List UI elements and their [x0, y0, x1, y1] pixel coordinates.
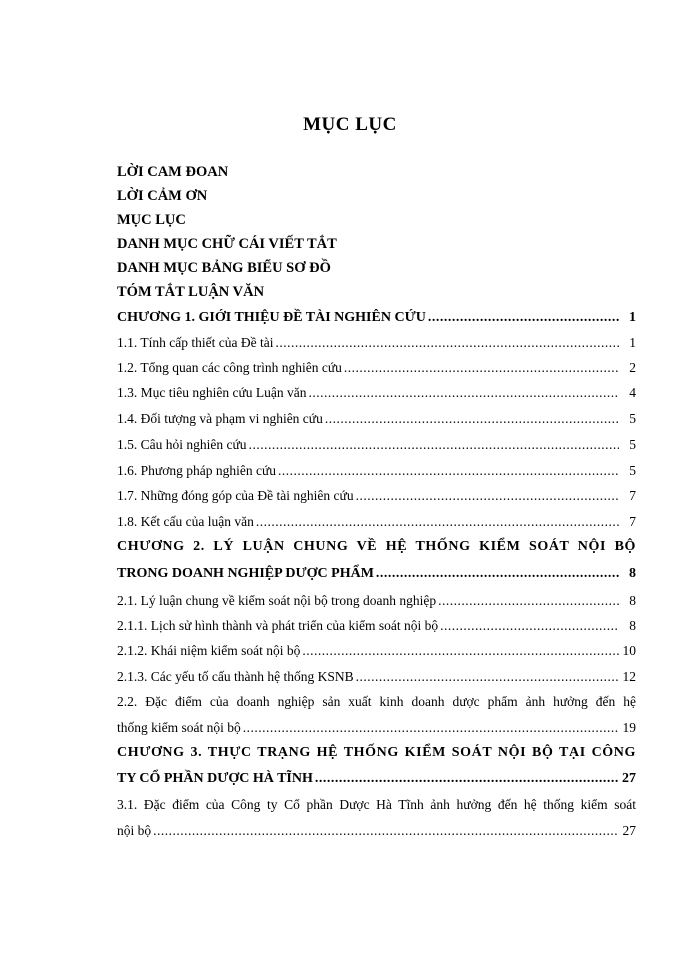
dot-leader	[440, 618, 619, 634]
dot-leader	[249, 437, 619, 453]
dot-leader	[153, 823, 619, 839]
toc-entry-page: 19	[622, 720, 636, 735]
toc-front-loi-cam-on[interactable]: LỜI CẢM ƠN	[117, 188, 208, 204]
toc-entry-2-2[interactable]	[117, 720, 636, 736]
dot-leader	[356, 488, 619, 504]
toc-entry-label: TY CỔ PHẦN DƯỢC HÀ TĨNH	[117, 771, 313, 786]
toc-entry-2-1-2[interactable]	[117, 643, 636, 659]
dot-leader	[344, 360, 619, 376]
toc-entry-page: 8	[629, 618, 636, 633]
dot-leader	[428, 310, 619, 326]
dot-leader	[256, 514, 619, 530]
toc-entry-page: 8	[629, 593, 636, 608]
toc-entry-2-1[interactable]	[117, 593, 636, 609]
toc-front-muc-luc[interactable]: MỤC LỤC	[117, 212, 186, 228]
toc-entry-label: 1.7. Những đóng góp của Đề tài nghiên cứu	[117, 488, 354, 503]
toc-entry-label: 2.1.2. Khái niệm kiểm soát nội bộ	[117, 643, 301, 658]
toc-entry-label: 1.6. Phương pháp nghiên cứu	[117, 463, 277, 478]
toc-entry-chapter-3-line-1[interactable]: CHƯƠNG 3. THỰC TRẠNG HỆ THỐNG KIỂM SOÁT NỘI BỘ TẠI CÔNG	[117, 745, 636, 760]
toc-entry-page: 1	[629, 335, 636, 350]
toc-front-danh-muc-chu-cai[interactable]: DANH MỤC CHỮ CÁI VIẾT TẮT	[117, 236, 337, 252]
dot-leader	[302, 643, 619, 659]
toc-entry-page: 5	[629, 411, 636, 426]
dot-leader	[438, 593, 619, 609]
toc-front-loi-cam-doan[interactable]: LỜI CAM ĐOAN	[117, 164, 229, 180]
toc-entry-page: 10	[622, 643, 636, 658]
toc-entry-1-1[interactable]	[117, 335, 636, 351]
toc-entry-1-8[interactable]	[117, 514, 636, 530]
toc-entry-page: 1	[629, 310, 636, 325]
toc-entry-1-7[interactable]	[117, 488, 636, 504]
page-title: MỤC LỤC	[303, 114, 397, 135]
toc-entry-label: 1.3. Mục tiêu nghiên cứu Luận văn	[117, 385, 307, 400]
toc-entry-chapter-2-line-1[interactable]: CHƯƠNG 2. LÝ LUẬN CHUNG VỀ HỆ THỐNG KIỂM SOÁT NỘI BỘ	[117, 539, 636, 554]
toc-front-tom-tat[interactable]: TÓM TẮT LUẬN VĂN	[117, 284, 265, 300]
toc-entry-1-3[interactable]	[117, 385, 636, 401]
toc-entry-1-2[interactable]	[117, 360, 636, 376]
toc-entry-label: thống kiểm soát nội bộ	[117, 720, 241, 735]
toc-entry-3-1-line-1[interactable]: 3.1. Đặc điểm của Công ty Cổ phần Dược Hà Tĩnh ảnh hưởng đến hệ thống kiểm soát	[117, 797, 636, 812]
toc-entry-label: 2.1.3. Các yếu tố cấu thành hệ thống KSNB	[117, 669, 354, 684]
toc-front-danh-muc-bang-bieu[interactable]: DANH MỤC BẢNG BIỂU SƠ ĐỒ	[117, 260, 331, 276]
dot-leader	[278, 463, 619, 479]
toc-entry-page: 5	[629, 463, 636, 478]
toc-entry-label: 1.1. Tính cấp thiết của Đề tài	[117, 335, 274, 350]
toc-entry-page: 7	[629, 514, 636, 529]
toc-entry-page: 7	[629, 488, 636, 503]
dot-leader	[325, 411, 619, 427]
toc-entry-label: 1.8. Kết cấu của luận văn	[117, 514, 254, 529]
toc-entry-2-1-3[interactable]	[117, 669, 636, 685]
toc-entry-label: 2.1.1. Lịch sử hình thành và phát triển của kiểm soát nội bộ	[117, 618, 439, 633]
toc-entry-chapter-3[interactable]	[117, 771, 636, 787]
toc-entry-label: nội bộ	[117, 823, 152, 838]
toc-entry-label: 1.4. Đối tượng và phạm vi nghiên cứu	[117, 411, 323, 426]
toc-entry-1-4[interactable]	[117, 411, 636, 427]
toc-entry-label: TRONG DOANH NGHIỆP DƯỢC PHẨM	[117, 566, 374, 581]
toc-entry-page: 27	[622, 823, 636, 838]
toc-entry-2-1-1[interactable]	[117, 618, 636, 634]
toc-entry-chapter-2[interactable]	[117, 566, 636, 582]
toc-entry-page: 8	[629, 566, 636, 581]
toc-entry-label: CHƯƠNG 1. GIỚI THIỆU ĐỀ TÀI NGHIÊN CỨU	[117, 310, 426, 325]
toc-entry-page: 27	[622, 771, 636, 786]
toc-entry-page: 5	[629, 437, 636, 452]
dot-leader	[243, 720, 619, 736]
dot-leader	[356, 669, 619, 685]
toc-entry-page: 2	[629, 360, 636, 375]
toc-entry-1-5[interactable]	[117, 437, 636, 453]
dot-leader	[315, 771, 619, 787]
dot-leader	[309, 385, 619, 401]
toc-entry-label: 2.1. Lý luận chung về kiểm soát nội bộ trong doanh nghiệp	[117, 593, 437, 608]
toc-entry-page: 4	[629, 385, 636, 400]
toc-entry-chapter-1[interactable]	[117, 310, 636, 326]
dot-leader	[376, 566, 619, 582]
toc-entry-label: 1.2. Tổng quan các công trình nghiên cứu	[117, 360, 342, 375]
toc-entry-label: 1.5. Câu hỏi nghiên cứu	[117, 437, 247, 452]
toc-entry-3-1[interactable]	[117, 823, 636, 839]
toc-entry-page: 12	[622, 669, 636, 684]
toc-entry-2-2-line-1[interactable]: 2.2. Đặc điểm của doanh nghiệp sản xuất kinh doanh dược phẩm ảnh hưởng đến hệ	[117, 694, 636, 709]
dot-leader	[275, 335, 619, 351]
toc-entry-1-6[interactable]	[117, 463, 636, 479]
